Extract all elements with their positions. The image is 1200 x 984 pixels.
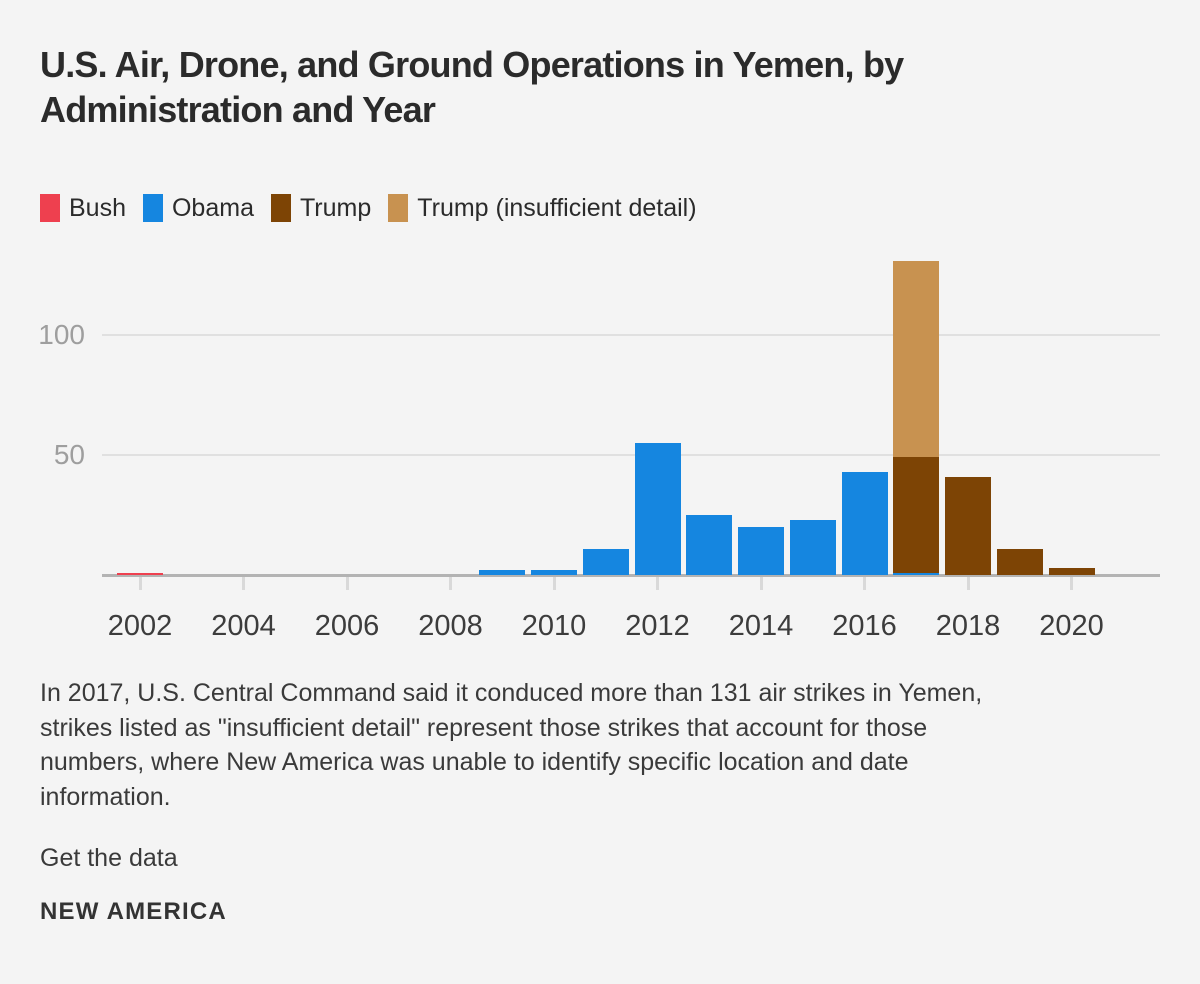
x-axis-label-2010: 2010: [521, 610, 587, 642]
chart-title: U.S. Air, Drone, and Ground Operations in Yemen, by Administration and Year: [40, 44, 904, 130]
bar-2010-obama[interactable]: [531, 570, 577, 575]
footnote-line: strikes listed as "insufficient detail" represent those strikes that account for those: [40, 713, 928, 742]
x-axis-tick-2016: [863, 577, 866, 590]
bar-2015-obama[interactable]: [790, 520, 836, 575]
footnote-line: In 2017, U.S. Central Command said it conduced more than 131 air strikes in Yemen,: [40, 679, 983, 707]
bar-2011-obama[interactable]: [583, 549, 629, 575]
bar-2018-trump[interactable]: [945, 477, 991, 575]
x-axis-label-2004: 2004: [211, 610, 276, 642]
bar-2012-obama[interactable]: [635, 443, 681, 575]
x-axis-tick-2020: [1070, 577, 1073, 590]
legend-label-trump-insufficient: Trump (insufficient detail): [417, 194, 697, 222]
legend-label-obama: Obama: [171, 194, 254, 222]
bar-2017-trump-insufficient-detail[interactable]: [893, 261, 939, 458]
x-axis-label-2002: 2002: [107, 610, 173, 642]
x-axis-tick-2006: [346, 577, 349, 590]
footnote-line: information.: [40, 782, 171, 811]
x-axis-label-2012: 2012: [625, 610, 690, 642]
y-axis-label-100: 100: [38, 319, 85, 350]
x-axis-tick-2012: [656, 577, 659, 590]
x-axis-tick-2008: [449, 577, 452, 590]
bar-2013-obama[interactable]: [686, 515, 732, 575]
x-axis-label-2006: 2006: [314, 610, 380, 642]
bar-2002-bush[interactable]: [117, 573, 163, 575]
x-axis-tick-2018: [967, 577, 970, 590]
bar-2009-obama[interactable]: [479, 570, 525, 575]
x-axis-label-2020: 2020: [1039, 610, 1104, 642]
y-axis-label-50: 50: [53, 439, 85, 470]
bar-2017-obama[interactable]: [893, 573, 939, 575]
bar-2017-trump[interactable]: [893, 457, 939, 572]
chart-footnote: [40, 676, 1130, 814]
get-the-data-link[interactable]: Get the data: [40, 844, 178, 872]
x-axis-label-2014: 2014: [728, 610, 794, 642]
bar-2019-trump[interactable]: [997, 549, 1043, 575]
x-axis-label-2018: 2018: [935, 610, 1001, 642]
x-axis-tick-2010: [553, 577, 556, 590]
gridline-y50: [102, 454, 1160, 456]
x-axis-label-2008: 2008: [418, 610, 483, 642]
x-axis-tick-2004: [242, 577, 245, 590]
x-axis-label-2016: 2016: [832, 610, 897, 642]
bar-2016-obama[interactable]: [842, 472, 888, 575]
new-america-logo: NEW AMERICA: [40, 898, 227, 925]
legend-label-bush: Bush: [69, 194, 126, 222]
x-axis-tick-2002: [139, 577, 142, 590]
bar-2014-obama[interactable]: [738, 527, 784, 575]
footnote-line: numbers, where New America was unable to identify specific location and date: [40, 748, 909, 776]
gridline-y100: [102, 334, 1160, 336]
bar-2020-trump[interactable]: [1049, 568, 1095, 575]
legend-label-trump: Trump: [299, 194, 372, 222]
x-axis-tick-2014: [760, 577, 763, 590]
